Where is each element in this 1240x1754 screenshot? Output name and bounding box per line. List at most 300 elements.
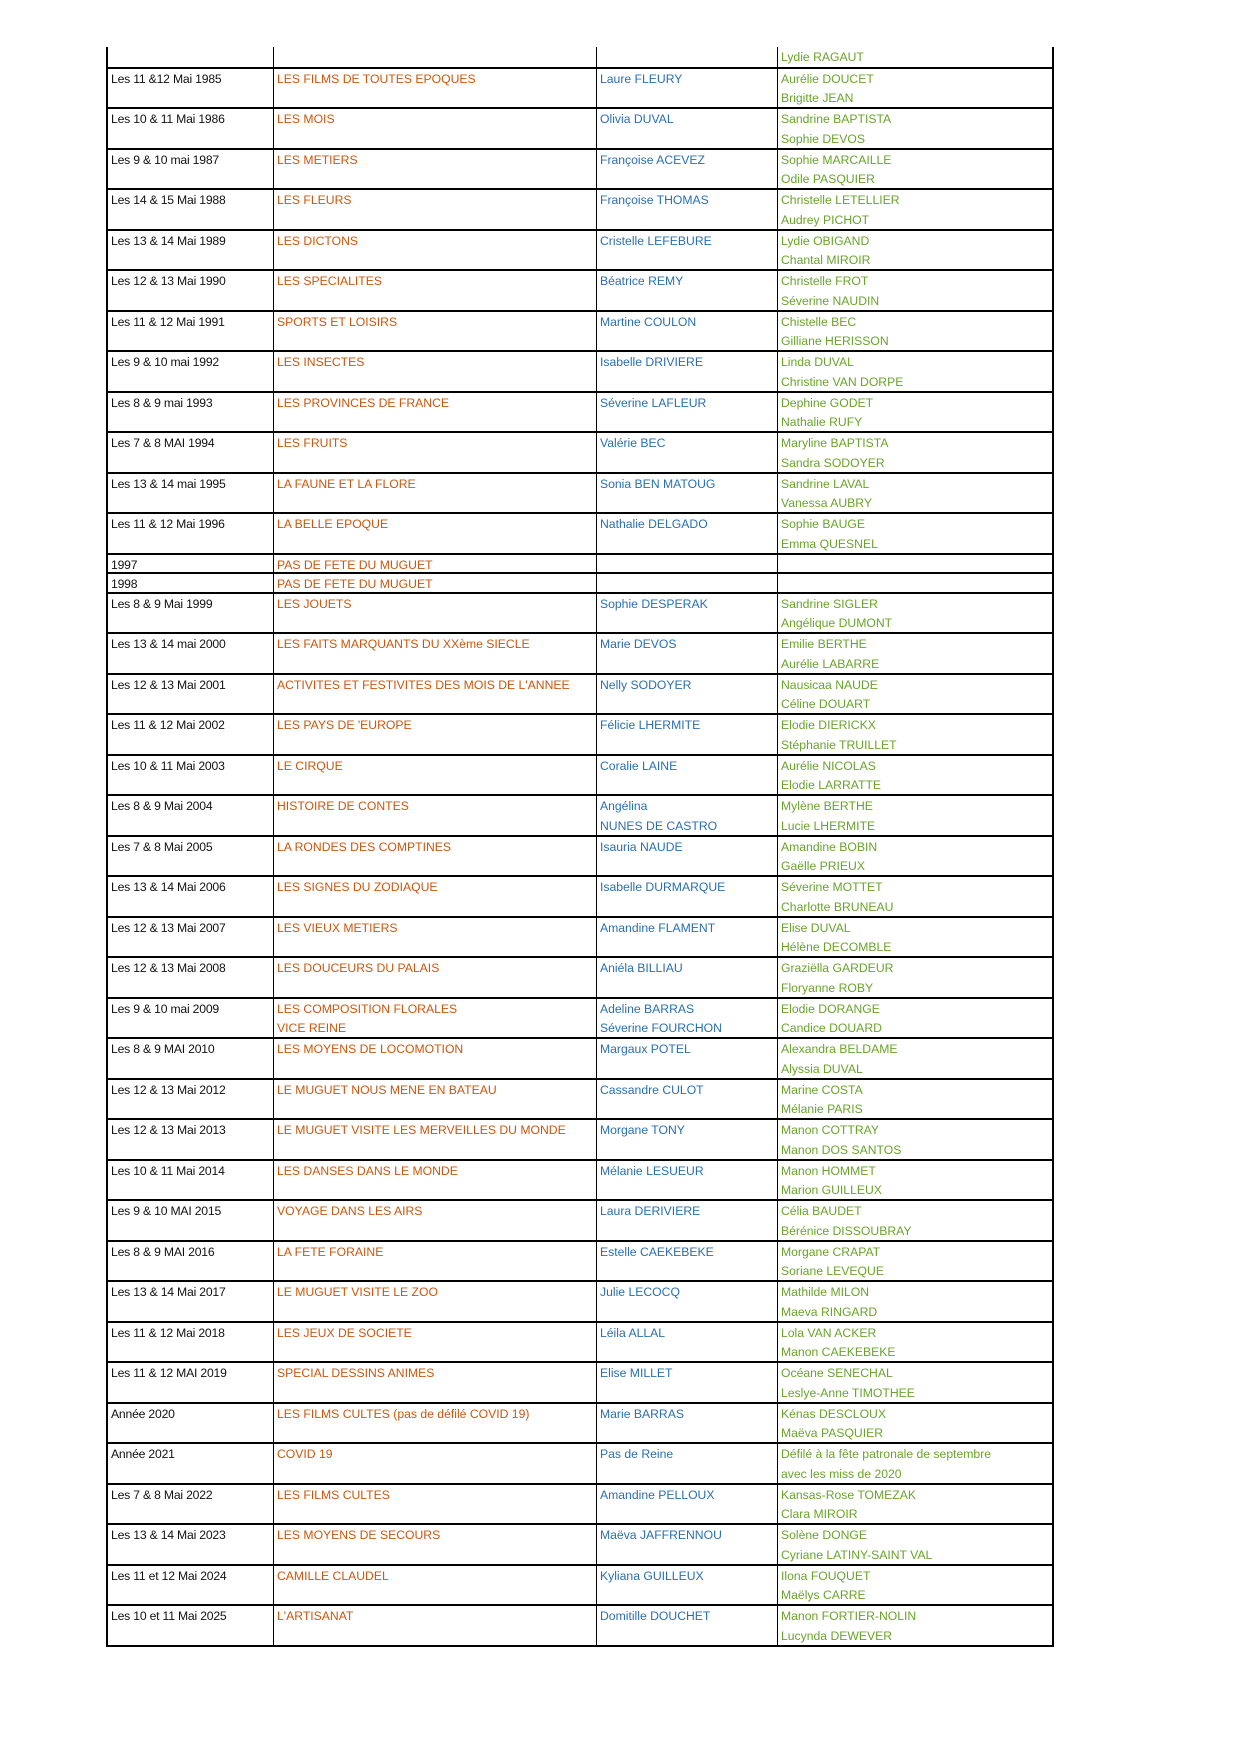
theme-cell-line: SPECIAL DESSINS ANIMES bbox=[277, 1366, 435, 1380]
queen-cell-line: Cristelle LEFEBURE bbox=[600, 233, 712, 248]
maids-cell bbox=[778, 1282, 1048, 1321]
maids-cell bbox=[778, 999, 1048, 1038]
maids-cell-line: Alyssia DUVAL bbox=[781, 1061, 863, 1076]
date-cell-line: Les 9 & 10 mai 1992 bbox=[111, 355, 219, 369]
date-cell-line: Les 12 & 13 Mai 2007 bbox=[111, 920, 226, 935]
maids-cell bbox=[778, 1080, 1048, 1119]
date-cell-line: Les 10 et 11 Mai 2025 bbox=[111, 1609, 227, 1623]
queen-cell-line: Amandine FLAMENT bbox=[600, 920, 716, 935]
maids-cell bbox=[778, 1323, 1048, 1362]
theme-cell bbox=[274, 958, 597, 997]
maids-cell bbox=[778, 555, 1048, 573]
maids-cell-line: Solène DONGE bbox=[781, 1528, 868, 1542]
maids-cell-line: Séverine MOTTET bbox=[781, 880, 883, 894]
date-cell-line: Les 12 & 13 Mai 2001 bbox=[111, 677, 226, 692]
queen-cell-line: Morgane TONY bbox=[600, 1123, 685, 1137]
muguet-history-table bbox=[106, 47, 1054, 1647]
queen-cell bbox=[597, 312, 778, 351]
date-cell-line: Les 8 & 9 mai 1993 bbox=[111, 395, 213, 410]
maids-cell-line: Séverine NAUDIN bbox=[781, 293, 880, 308]
date-cell-line: Les 11 & 12 MAI 2019 bbox=[111, 1366, 227, 1380]
maids-cell-line: Christelle FROT bbox=[781, 274, 869, 288]
date-cell-line: Les 13 & 14 mai 2000 bbox=[111, 637, 226, 651]
maids-cell bbox=[778, 271, 1048, 310]
table-row bbox=[108, 553, 1052, 573]
theme-cell bbox=[274, 1566, 597, 1605]
maids-cell-line: Graziëlla GARDEUR bbox=[781, 961, 894, 975]
queen-cell bbox=[597, 837, 778, 876]
maids-cell-line: Défilé à la fête patronale de septembre bbox=[781, 1447, 992, 1461]
theme-cell bbox=[274, 675, 597, 714]
queen-cell bbox=[597, 514, 778, 553]
theme-cell-line: LES DOUCEURS DU PALAIS bbox=[277, 961, 440, 975]
queen-cell-line: Marie DEVOS bbox=[600, 637, 677, 651]
date-cell bbox=[108, 796, 274, 835]
queen-cell bbox=[597, 393, 778, 432]
queen-cell-line: Amandine PELLOUX bbox=[600, 1487, 715, 1502]
maids-cell-line: Cyriane LATINY-SAINT VAL bbox=[781, 1547, 933, 1562]
theme-cell bbox=[274, 796, 597, 835]
queen-cell bbox=[597, 474, 778, 513]
maids-cell-line: Mélanie PARIS bbox=[781, 1102, 863, 1116]
maids-cell-line: Manon DOS SANTOS bbox=[781, 1142, 902, 1157]
table-row bbox=[108, 956, 1052, 997]
theme-cell-line: LES FAITS MARQUANTS DU XXème SIECLE bbox=[277, 637, 530, 651]
queen-cell bbox=[597, 715, 778, 754]
maids-cell-line: Floryanne ROBY bbox=[781, 980, 874, 995]
theme-cell bbox=[274, 474, 597, 513]
maids-cell-line: Sandrine LAVAL bbox=[781, 476, 870, 491]
maids-cell-line: Bérénice DISSOUBRAY bbox=[781, 1223, 912, 1238]
maids-cell-line: Dephine GODET bbox=[781, 395, 874, 410]
date-cell-line: Les 7 & 8 Mai 2022 bbox=[111, 1487, 213, 1502]
table-row bbox=[108, 572, 1052, 592]
queen-cell-line: Isabelle DRIVIERE bbox=[600, 355, 703, 369]
theme-cell bbox=[274, 1282, 597, 1321]
queen-cell-line: Maëva JAFFRENNOU bbox=[600, 1528, 722, 1542]
theme-cell-line: LES JEUX DE SOCIETE bbox=[277, 1325, 412, 1340]
maids-cell-line: Charlotte BRUNEAU bbox=[781, 899, 894, 914]
maids-cell-line: Sophie BAUGE bbox=[781, 517, 866, 531]
date-cell bbox=[108, 1566, 274, 1605]
maids-cell-line: Vanessa AUBRY bbox=[781, 496, 873, 510]
theme-cell bbox=[274, 1363, 597, 1402]
theme-cell bbox=[274, 715, 597, 754]
maids-cell bbox=[778, 1485, 1048, 1524]
maids-cell bbox=[778, 393, 1048, 432]
theme-cell bbox=[274, 756, 597, 795]
table-row bbox=[108, 1078, 1052, 1119]
queen-cell-line: Béatrice REMY bbox=[600, 274, 684, 288]
theme-cell-line: LA FAUNE ET LA FLORE bbox=[277, 476, 416, 491]
date-cell bbox=[108, 271, 274, 310]
queen-cell-line: Isabelle DURMARQUE bbox=[600, 880, 726, 894]
date-cell bbox=[108, 47, 274, 67]
date-cell bbox=[108, 312, 274, 351]
table-row bbox=[108, 1523, 1052, 1564]
theme-cell bbox=[274, 109, 597, 148]
maids-cell-line: Morgane CRAPAT bbox=[781, 1244, 881, 1259]
maids-cell-line: Gilliane HERISSON bbox=[781, 334, 889, 348]
theme-cell-line: LES METIERS bbox=[277, 152, 358, 167]
maids-cell-line: Maëlys CARRE bbox=[781, 1588, 866, 1602]
theme-cell-line: LA FETE FORAINE bbox=[277, 1244, 384, 1259]
queen-cell bbox=[597, 999, 778, 1038]
maids-cell-line bbox=[781, 575, 1045, 592]
queen-cell-line: NUNES DE CASTRO bbox=[600, 818, 718, 833]
queen-cell bbox=[597, 1282, 778, 1321]
maids-cell bbox=[778, 796, 1048, 835]
table-row bbox=[108, 916, 1052, 957]
maids-cell bbox=[778, 150, 1048, 189]
queen-cell bbox=[597, 574, 778, 592]
theme-cell bbox=[274, 1525, 597, 1564]
maids-cell-line: Manon HOMMET bbox=[781, 1163, 876, 1178]
queen-cell-line: Margaux POTEL bbox=[600, 1042, 691, 1056]
queen-cell bbox=[597, 796, 778, 835]
maids-cell-line: Amandine BOBIN bbox=[781, 839, 878, 854]
date-cell-line: Les 13 & 14 Mai 2023 bbox=[111, 1528, 226, 1542]
maids-cell bbox=[778, 1363, 1048, 1402]
date-cell-line: Les 9 & 10 mai 1987 bbox=[111, 152, 219, 167]
theme-cell-line: SPORTS ET LOISIRS bbox=[277, 314, 398, 329]
maids-cell-line: Hélène DECOMBLE bbox=[781, 940, 892, 954]
date-cell bbox=[108, 231, 274, 270]
theme-cell-line: VOYAGE DANS LES AIRS bbox=[277, 1204, 423, 1218]
maids-cell bbox=[778, 1525, 1048, 1564]
theme-cell-line bbox=[277, 48, 593, 67]
table-row bbox=[108, 835, 1052, 876]
queen-cell bbox=[597, 958, 778, 997]
theme-cell bbox=[274, 312, 597, 351]
queen-cell-line: Olivia DUVAL bbox=[600, 112, 674, 126]
maids-cell-line: Linda DUVAL bbox=[781, 355, 854, 369]
queen-cell bbox=[597, 1039, 778, 1078]
maids-cell-line: Nausicaa NAUDE bbox=[781, 677, 878, 692]
table-row bbox=[108, 148, 1052, 189]
maids-cell-line: Lucie LHERMITE bbox=[781, 818, 876, 833]
theme-cell-line: CAMILLE CLAUDEL bbox=[277, 1568, 389, 1583]
maids-cell-line: Elodie DORANGE bbox=[781, 1001, 880, 1016]
maids-cell bbox=[778, 1606, 1048, 1645]
maids-cell bbox=[778, 634, 1048, 673]
queen-cell-line: Julie LECOCQ bbox=[600, 1285, 680, 1299]
maids-cell-line: Aurélie DOUCET bbox=[781, 71, 874, 86]
maids-cell bbox=[778, 190, 1048, 229]
maids-cell-line: Emilie BERTHE bbox=[781, 637, 867, 651]
maids-cell-line: Lydie RAGAUT bbox=[781, 50, 864, 64]
theme-cell-line: LES VIEUX METIERS bbox=[277, 920, 398, 935]
maids-cell-line: Kénas DESCLOUX bbox=[781, 1406, 886, 1421]
theme-cell-line: LES COMPOSITION FLORALES bbox=[277, 1001, 458, 1016]
queen-cell-line: Léila ALLAL bbox=[600, 1325, 666, 1340]
date-cell-line: Les 13 & 14 mai 1995 bbox=[111, 476, 226, 491]
maids-cell-line: Sandra SODOYER bbox=[781, 455, 885, 470]
maids-cell bbox=[778, 574, 1048, 592]
queen-cell bbox=[597, 190, 778, 229]
table-row bbox=[108, 1361, 1052, 1402]
date-cell-line: Les 13 & 14 Mai 1989 bbox=[111, 233, 226, 248]
theme-cell bbox=[274, 634, 597, 673]
queen-cell-line: Nathalie DELGADO bbox=[600, 517, 708, 531]
date-cell-line: Les 11 et 12 Mai 2024 bbox=[111, 1568, 227, 1583]
date-cell bbox=[108, 756, 274, 795]
queen-cell-line: Séverine LAFLEUR bbox=[600, 395, 707, 410]
table-row bbox=[108, 1118, 1052, 1159]
queen-cell bbox=[597, 1080, 778, 1119]
queen-cell bbox=[597, 1404, 778, 1443]
date-cell-line: Les 10 & 11 Mai 1986 bbox=[111, 112, 225, 126]
theme-cell-line: LES PROVINCES DE FRANCE bbox=[277, 395, 450, 410]
theme-cell bbox=[274, 1606, 597, 1645]
date-cell-line: Les 12 & 13 Mai 1990 bbox=[111, 274, 226, 288]
maids-cell-line: Kansas-Rose TOMEZAK bbox=[781, 1487, 917, 1502]
theme-cell bbox=[274, 1080, 597, 1119]
date-cell bbox=[108, 393, 274, 432]
date-cell bbox=[108, 1525, 274, 1564]
table-row bbox=[108, 107, 1052, 148]
queen-cell bbox=[597, 231, 778, 270]
theme-cell-line: LE MUGUET VISITE LE ZOO bbox=[277, 1285, 438, 1299]
date-cell bbox=[108, 433, 274, 472]
maids-cell bbox=[778, 1444, 1048, 1483]
maids-cell bbox=[778, 474, 1048, 513]
queen-cell-line: Angélina bbox=[600, 799, 648, 813]
queen-cell bbox=[597, 271, 778, 310]
maids-cell bbox=[778, 109, 1048, 148]
queen-cell-line: Aniéla BILLIAU bbox=[600, 961, 683, 975]
theme-cell bbox=[274, 594, 597, 633]
maids-cell bbox=[778, 312, 1048, 351]
table-row bbox=[108, 1037, 1052, 1078]
queen-cell-line bbox=[600, 48, 774, 67]
maids-cell-line: Clara MIROIR bbox=[781, 1507, 858, 1521]
maids-cell-line bbox=[781, 556, 1045, 573]
maids-cell bbox=[778, 958, 1048, 997]
maids-cell-line: Lucynda DEWEVER bbox=[781, 1628, 893, 1643]
theme-cell-line: LE MUGUET NOUS MENE EN BATEAU bbox=[277, 1082, 497, 1097]
date-cell bbox=[108, 1242, 274, 1281]
maids-cell-line: Elise DUVAL bbox=[781, 920, 851, 935]
date-cell-line: Les 8 & 9 Mai 2004 bbox=[111, 799, 213, 813]
date-cell-line: Les 11 & 12 Mai 1996 bbox=[111, 517, 225, 531]
date-cell-line: Les 14 & 15 Mai 1988 bbox=[111, 193, 226, 207]
theme-cell bbox=[274, 433, 597, 472]
maids-cell bbox=[778, 1120, 1048, 1159]
queen-cell bbox=[597, 1363, 778, 1402]
table-row bbox=[108, 67, 1052, 108]
date-cell bbox=[108, 514, 274, 553]
date-cell bbox=[108, 594, 274, 633]
maids-cell bbox=[778, 69, 1048, 108]
queen-cell-line: Sophie DESPERAK bbox=[600, 596, 708, 611]
queen-cell-line: Kyliana GUILLEUX bbox=[600, 1568, 704, 1583]
queen-cell-line: Coralie LAINE bbox=[600, 758, 678, 773]
maids-cell bbox=[778, 1404, 1048, 1443]
maids-cell-line: Brigitte JEAN bbox=[781, 91, 854, 105]
theme-cell bbox=[274, 999, 597, 1038]
table-row bbox=[108, 673, 1052, 714]
theme-cell-line: LES DICTONS bbox=[277, 233, 359, 248]
theme-cell bbox=[274, 555, 597, 573]
date-cell bbox=[108, 69, 274, 108]
queen-cell bbox=[597, 109, 778, 148]
table-row bbox=[108, 754, 1052, 795]
queen-cell-line: Domitille DOUCHET bbox=[600, 1609, 711, 1623]
theme-cell-line: VICE REINE bbox=[277, 1021, 347, 1035]
date-cell-line: Les 11 & 12 Mai 2018 bbox=[111, 1325, 225, 1340]
maids-cell-line: Mathilde MILON bbox=[781, 1285, 870, 1299]
maids-cell-line: Sandrine SIGLER bbox=[781, 596, 878, 611]
table-row bbox=[108, 310, 1052, 351]
date-cell bbox=[108, 837, 274, 876]
date-cell-line: Les 7 & 8 MAI 1994 bbox=[111, 436, 215, 450]
theme-cell-line: LES MOYENS DE LOCOMOTION bbox=[277, 1042, 464, 1056]
queen-cell bbox=[597, 1323, 778, 1362]
table-row bbox=[108, 391, 1052, 432]
maids-cell bbox=[778, 756, 1048, 795]
theme-cell bbox=[274, 393, 597, 432]
maids-cell bbox=[778, 1242, 1048, 1281]
table-row bbox=[108, 512, 1052, 553]
table-row bbox=[108, 1604, 1052, 1645]
theme-cell bbox=[274, 1485, 597, 1524]
theme-cell bbox=[274, 190, 597, 229]
maids-cell-line: Lola VAN ACKER bbox=[781, 1325, 877, 1340]
date-cell bbox=[108, 1201, 274, 1240]
date-cell bbox=[108, 1606, 274, 1645]
theme-cell bbox=[274, 1323, 597, 1362]
theme-cell bbox=[274, 352, 597, 391]
queen-cell-line: Sonia BEN MATOUG bbox=[600, 476, 716, 491]
maids-cell-line: Christelle LETELLIER bbox=[781, 193, 900, 207]
maids-cell-line: Leslye-Anne TIMOTHEE bbox=[781, 1385, 915, 1400]
date-cell bbox=[108, 1363, 274, 1402]
date-cell-line: Les 9 & 10 mai 2009 bbox=[111, 1001, 219, 1016]
theme-cell-line: LES SPECIALITES bbox=[277, 274, 382, 288]
theme-cell bbox=[274, 574, 597, 592]
table-row bbox=[108, 229, 1052, 270]
maids-cell bbox=[778, 675, 1048, 714]
queen-cell bbox=[597, 594, 778, 633]
table-row bbox=[108, 47, 1052, 67]
maids-cell-line: Maeva RINGARD bbox=[781, 1304, 878, 1319]
queen-cell-line: Mélanie LESUEUR bbox=[600, 1163, 704, 1178]
date-cell bbox=[108, 190, 274, 229]
maids-cell-line: Manon FORTIER-NOLIN bbox=[781, 1609, 917, 1623]
queen-cell-line: Elise MILLET bbox=[600, 1366, 673, 1380]
maids-cell bbox=[778, 47, 1048, 67]
maids-cell bbox=[778, 231, 1048, 270]
theme-cell-line: LES FLEURS bbox=[277, 193, 352, 207]
date-cell bbox=[108, 958, 274, 997]
queen-cell-line: Laura DERIVIERE bbox=[600, 1204, 701, 1218]
theme-cell bbox=[274, 150, 597, 189]
table-row bbox=[108, 188, 1052, 229]
queen-cell bbox=[597, 1242, 778, 1281]
date-cell bbox=[108, 1161, 274, 1200]
queen-cell bbox=[597, 1606, 778, 1645]
theme-cell bbox=[274, 47, 597, 67]
maids-cell-line: Manon CAEKEBEKE bbox=[781, 1345, 896, 1359]
theme-cell-line: HISTOIRE DE CONTES bbox=[277, 799, 409, 813]
queen-cell-line: Estelle CAEKEBEKE bbox=[600, 1244, 714, 1259]
maids-cell-line: Emma QUESNEL bbox=[781, 536, 878, 551]
theme-cell bbox=[274, 1120, 597, 1159]
maids-cell-line: Aurélie LABARRE bbox=[781, 656, 880, 671]
maids-cell-line: Stéphanie TRUILLET bbox=[781, 737, 897, 752]
theme-cell-line: LA BELLE EPOQUE bbox=[277, 517, 389, 531]
date-cell bbox=[108, 1080, 274, 1119]
theme-cell-line: LES DANSES DANS LE MONDE bbox=[277, 1163, 458, 1178]
date-cell bbox=[108, 1120, 274, 1159]
maids-cell-line: Aurélie NICOLAS bbox=[781, 758, 876, 773]
queen-cell-line: Françoise THOMAS bbox=[600, 193, 709, 207]
maids-cell-line: Lydie OBIGAND bbox=[781, 233, 870, 248]
maids-cell-line: Gaëlle PRIEUX bbox=[781, 859, 865, 873]
table-row bbox=[108, 592, 1052, 633]
queen-cell bbox=[597, 1161, 778, 1200]
date-cell-line: Année 2020 bbox=[111, 1406, 175, 1421]
maids-cell-line: Marine COSTA bbox=[781, 1082, 863, 1097]
date-cell bbox=[108, 352, 274, 391]
date-cell bbox=[108, 109, 274, 148]
queen-cell-line: Marie BARRAS bbox=[600, 1406, 684, 1421]
queen-cell bbox=[597, 756, 778, 795]
theme-cell bbox=[274, 1242, 597, 1281]
maids-cell-line: Célia BAUDET bbox=[781, 1204, 862, 1218]
date-cell bbox=[108, 634, 274, 673]
date-cell bbox=[108, 715, 274, 754]
date-cell-line: Année 2021 bbox=[111, 1447, 175, 1461]
table-row bbox=[108, 1564, 1052, 1605]
date-cell bbox=[108, 1444, 274, 1483]
queen-cell-line: Pas de Reine bbox=[600, 1447, 674, 1461]
date-cell-line: Les 9 & 10 MAI 2015 bbox=[111, 1204, 222, 1218]
date-cell bbox=[108, 1404, 274, 1443]
queen-cell-line: Isauria NAUDE bbox=[600, 839, 683, 854]
theme-cell bbox=[274, 69, 597, 108]
maids-cell-line: Christine VAN DORPE bbox=[781, 374, 904, 389]
table-row bbox=[108, 997, 1052, 1038]
queen-cell bbox=[597, 675, 778, 714]
table-row bbox=[108, 1321, 1052, 1362]
table-row bbox=[108, 1199, 1052, 1240]
queen-cell bbox=[597, 555, 778, 573]
maids-cell-line: Soriane LEVEQUE bbox=[781, 1264, 884, 1278]
maids-cell-line: Nathalie RUFY bbox=[781, 415, 863, 429]
date-cell bbox=[108, 675, 274, 714]
maids-cell bbox=[778, 918, 1048, 957]
table-row bbox=[108, 269, 1052, 310]
maids-cell-line: Océane SENECHAL bbox=[781, 1366, 893, 1380]
maids-cell-line: Candice DOUARD bbox=[781, 1021, 882, 1035]
queen-cell-line: Laure FLEURY bbox=[600, 71, 683, 86]
maids-cell bbox=[778, 352, 1048, 391]
theme-cell-line: ACTIVITES ET FESTIVITES DES MOIS DE L'ANNEE bbox=[277, 677, 570, 692]
theme-cell bbox=[274, 877, 597, 916]
maids-cell bbox=[778, 433, 1048, 472]
table-row bbox=[108, 794, 1052, 835]
date-cell bbox=[108, 150, 274, 189]
theme-cell bbox=[274, 1404, 597, 1443]
theme-cell bbox=[274, 1201, 597, 1240]
maids-cell-line: Sophie DEVOS bbox=[781, 131, 866, 146]
table-row bbox=[108, 472, 1052, 513]
date-cell bbox=[108, 1282, 274, 1321]
date-cell-line: Les 13 & 14 Mai 2006 bbox=[111, 880, 226, 894]
theme-cell-line: LES SIGNES DU ZODIAQUE bbox=[277, 880, 438, 894]
